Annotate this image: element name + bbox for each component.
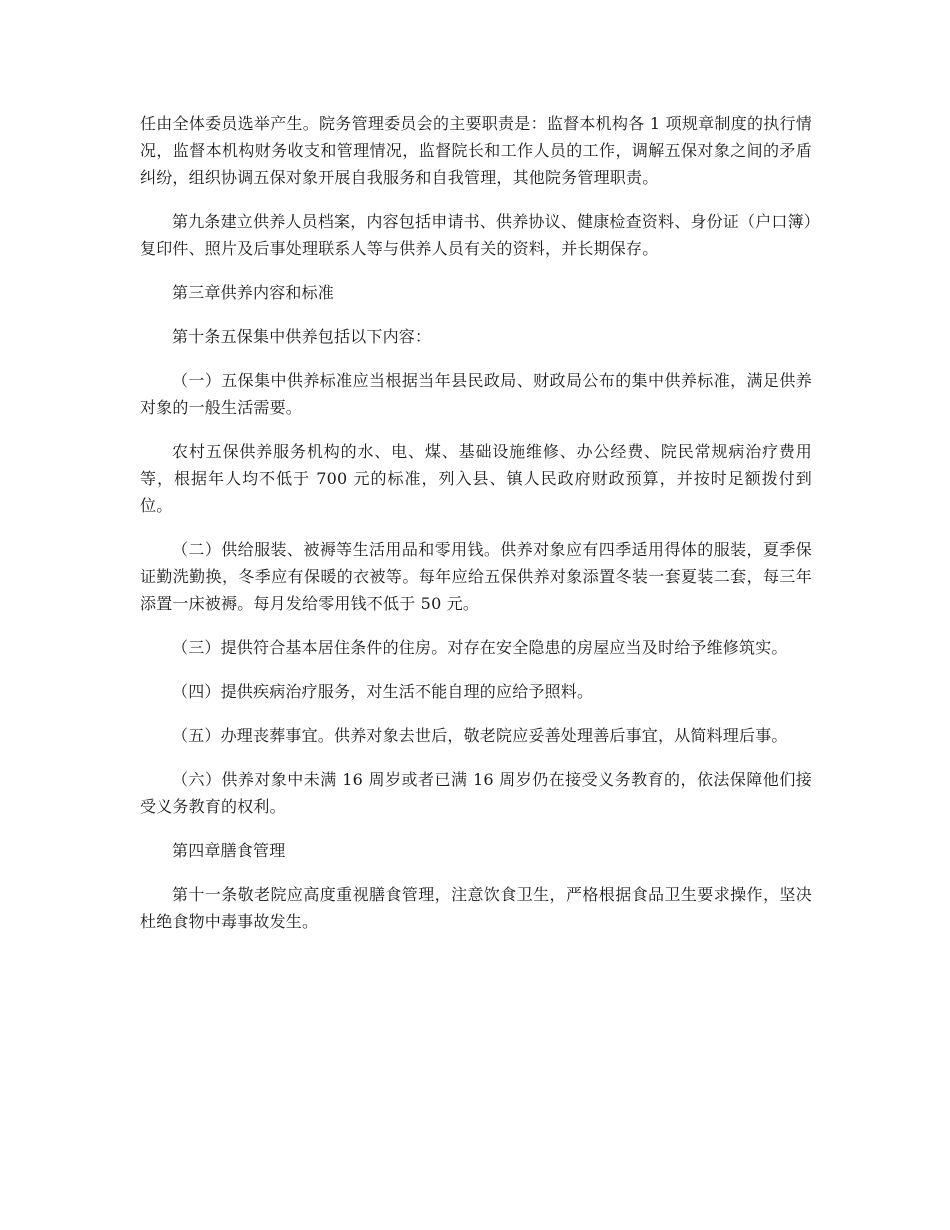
paragraph-funding: 农村五保供养服务机构的水、电、煤、基础设施维修、办公经费、院民常规病治疗费用等，根据年人均不低于 700 元的标准，列入县、镇人民政府财政预算，并按时足额拨付到位。: [140, 442, 812, 515]
paragraph-item-4: （四）提供疾病治疗服务，对生活不能自理的应给予照料。: [172, 682, 594, 701]
document-body: [140, 110, 812, 952]
paragraph-item-6: （六）供养对象中未满 16 周岁或者已满 16 周岁仍在接受义务教育的，依法保障他们接受义务教育的权利。: [140, 770, 812, 816]
paragraph-committee-duties: 任由全体委员选举产生。院务管理委员会的主要职责是：监督本机构各 1 项规章制度的执行情况，监督本机构财务收支和管理情况，监督院长和工作人员的工作，调解五保对象之间的矛盾纠纷，组织协调五保对象开展自我服务和自我管理，其他院务管理职责。: [140, 114, 812, 187]
chapter-3-heading: 第三章供养内容和标准: [172, 283, 335, 302]
paragraph-item-3: （三）提供符合基本居住条件的住房。对存在安全隐患的房屋应当及时给予维修筑实。: [172, 638, 788, 657]
paragraph-item-1: （一）五保集中供养标准应当根据当年县民政局、财政局公布的集中供养标准，满足供养对象的一般生活需要。: [140, 371, 812, 417]
paragraph-article-9: 第九条建立供养人员档案，内容包括申请书、供养协议、健康检查资料、身份证（户口簿）复印件、照片及后事处理联系人等与供养人员有关的资料，并长期保存。: [140, 212, 813, 258]
paragraph-article-11: 第十一条敬老院应高度重视膳食管理，注意饮食卫生，严格根据食品卫生要求操作，坚决杜绝食物中毒事故发生。: [140, 885, 812, 931]
paragraph-item-2: （二）供给服装、被褥等生活用品和零用钱。供养对象应有四季适用得体的服装，夏季保证勤洗勤换，冬季应有保暖的衣被等。每年应给五保供养对象添置冬装一套夏装二套，每三年添置一床被褥。每月发给零用钱不低于 50 元。: [140, 540, 812, 613]
paragraph-article-10: 第十条五保集中供养包括以下内容：: [172, 327, 432, 346]
chapter-4-heading: 第四章膳食管理: [172, 841, 286, 860]
paragraph-item-5: （五）办理丧葬事宜。供养对象去世后，敬老院应妥善处理善后事宜，从简料理后事。: [172, 726, 788, 745]
